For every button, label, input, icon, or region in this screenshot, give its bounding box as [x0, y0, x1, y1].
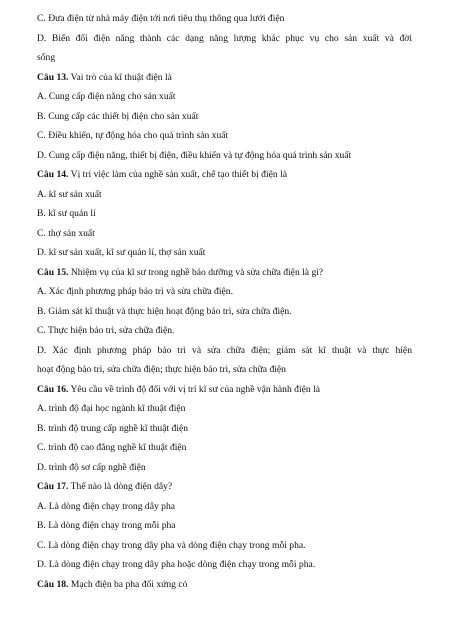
option-a: A. Cung cấp điện năng cho sản xuất: [37, 91, 176, 102]
question-13: [37, 68, 412, 88]
question-number: Câu 17.: [37, 481, 69, 492]
option-a: A. Là dòng điện chạy trong dây pha: [37, 500, 176, 512]
question-14: [37, 165, 412, 185]
option-b: B. kĩ sư quản lí: [37, 208, 96, 219]
question-number: Câu 16.: [37, 383, 69, 395]
question-text: Vai trò của kĩ thuật điện là: [68, 71, 172, 83]
option-a: A. Xác định phương pháp bảo trì và sửa chữa điện.: [37, 286, 233, 297]
answer-option: D. Biến đổi điện năng thành các dạng năng lượng khác phục vụ cho sản xuất và đời: [37, 32, 412, 44]
question-text: Mạch điện ba pha đối xứng có: [68, 578, 188, 590]
option-b: B. trình độ trung cấp nghề kĩ thuật điện: [37, 422, 189, 434]
option-a: A. kĩ sư sản xuất: [37, 188, 102, 200]
option-b: B. Là dòng điện chạy trong mỗi pha: [37, 520, 176, 531]
option-c: C. thợ sản xuất: [37, 227, 95, 239]
option-d: D. Cung cấp điện năng, thiết bị điện, điều khiển và tự động hóa quá trình sản xuất: [37, 149, 352, 161]
option-b: B. Cung cấp các thiết bị điện cho sản xuất: [37, 110, 199, 122]
question-text: Nhiệm vụ của kĩ sư trong nghề bảo dưỡng và sửa chữa điện là gì?: [68, 266, 324, 278]
question-number: Câu 18.: [37, 578, 69, 590]
option-d-continuation: hoạt động bảo trì, sửa chữa điện; thực hiện bảo trì, sửa chữa điện: [37, 364, 286, 375]
option-d: D. Xác định phương pháp bảo trì và sửa chữa điện; giám sát kĩ thuật và thực hiện: [37, 344, 412, 356]
option-d: D. trình độ sơ cấp nghề điện: [37, 461, 146, 473]
option-c: C. Điều khiển, tự động hóa cho quá trình sản xuất: [37, 130, 229, 141]
question-text: Yêu cầu về trình độ đối với vị trí kĩ sư của nghề vận hành điện là: [68, 383, 321, 395]
question-number: Câu 15.: [37, 266, 69, 278]
question-number: Câu 13.: [37, 71, 69, 83]
question-15: [37, 263, 412, 283]
option-a: A. trình độ đại học ngành kĩ thuật điện: [37, 403, 186, 414]
question-number: Câu 14.: [37, 169, 69, 180]
question-text: Vị trí việc làm của nghề sản xuất, chế tạo thiết bị điện là: [68, 169, 287, 180]
option-c: C. trình độ cao đẳng nghề kĩ thuật điện: [37, 442, 187, 453]
option-c: C. Là dòng điện chạy trong dây pha và dòng điện chạy trong mỗi pha.: [37, 539, 306, 551]
option-b: B. Giám sát kĩ thuật và thực hiện hoạt động bảo trì, sửa chữa điện.: [37, 305, 292, 317]
question-16: [37, 380, 412, 400]
option-d: D. Là dòng điện chạy trong dây pha hoặc dòng điện chạy trong mỗi pha.: [37, 559, 316, 570]
option-c: C. Thực hiện bảo trì, sửa chữa điện.: [37, 325, 175, 336]
question-text: Thế nào là dòng điện dây?: [68, 481, 173, 492]
question-17: [37, 477, 412, 497]
question-18: [37, 575, 412, 595]
answer-option-continuation: sống: [37, 52, 56, 63]
option-d: D. kĩ sư sản xuất, kĩ sư quản lí, thợ sản xuất: [37, 247, 206, 258]
answer-option: C. Đưa điện từ nhà máy điện tới nơi tiêu thụ thông qua lưới điện: [37, 13, 285, 24]
